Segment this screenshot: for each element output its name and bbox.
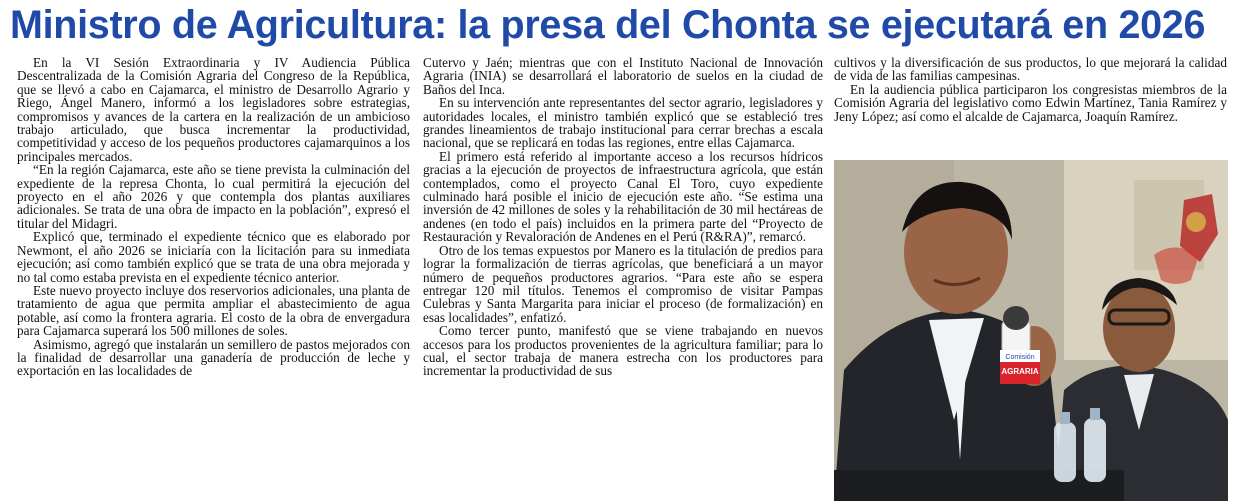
paragraph: cultivos y la diversificación de sus productos, lo que mejorará la calidad de vida de las familias campesinas. [834,56,1227,84]
paragraph: Asimismo, agregó que instalarán un semillero de pastos mejorados con la finalidad de desarrollar una ganadería de producción de leche y exportación en las localidades de [17,336,410,379]
column-1 [17,56,410,501]
column-2 [423,56,823,501]
paragraph: En la VI Sesión Extraordinaria y IV Audiencia Pública Descentralizada de la Comisión Agraria del Congreso de la República, que se llevó a cabo en Cajamarca, el ministro de Desarrollo Agrario y Riego, Ángel Manero, informó a los legisladores sobre estrategias, compromisos y avances de la cartera en la realización de un ambicioso trabajo articulado, que busca incrementar la productividad, competitividad y acceso de los pequeños productores cajamarquinos a los principales mercados. [17,56,410,164]
microphone-flag [1000,350,1040,384]
mic-label-top: Comisión [1005,354,1035,361]
paragraph: En su intervención ante representantes del sector agrario, legisladores y autoridades locales, el ministro también explicó que se estableció tres grandes lineamientos de trabajo institucional para cerrar brechas a escala nacional, que se replicará en todas las regiones, entre ellas Cajamarca. [423,95,823,151]
paragraph: Explicó que, terminado el expediente técnico que es elaborado por Newmont, el año 2026 se iniciaría con la licitación para su inmediata ejecución; así como también explicó que se trata de una obra mejorada y no tal como estaba prevista en el expediente técnico anterior. [17,229,410,285]
paragraph: “En la región Cajamarca, este año se tiene prevista la culminación del expediente de la represa Chonta, lo cual permitirá la ejecución del proyecto en el año 2026 y que contempla dos plantas auxiliares adicionales. Se trata de una obra de impacto en la población”, expresó el titular del Midagri. [17,162,410,231]
mic-label-bottom: AGRARIA [1001,367,1039,376]
column-3 [834,56,1227,156]
news-photo [834,160,1228,501]
paragraph: El primero está referido al importante acceso a los recursos hídricos gracias a la ejecución de proyectos de infraestructura agrícola, que están contemplados, como el proyecto Canal El Toro, cuyo expediente culminado hará posible el inicio de ejecución este año. “Se estima una inversión de 42 millones de soles y la rehabilitación de 30 mil hectáreas de andenes (en todo el país) incluidos en la primera parte del “Proyecto de Restauración y Revaloración de Andenes en el Perú (R&RA)”, remarcó. [423,148,823,245]
paragraph: Como tercer punto, manifestó que se viene trabajando en nuevos accesos para los productos provenientes de la agricultura familiar; para lo cual, el sector trabaja de manera estrecha con los productores para incrementar la productividad de sus [423,323,823,379]
paragraph: En la audiencia pública participaron los congresistas miembros de la Comisión Agraria del legislativo como Edwin Martínez, Tania Ramírez y Jeny López; así como el alcalde de Cajamarca, Joaquín Ramírez. [834,81,1227,124]
photo-illustration [834,160,1228,501]
headline: Ministro de Agricultura: la presa del Chonta se ejecutará en 2026 [10,3,1206,47]
paragraph: Cutervo y Jaén; mientras que con el Instituto Nacional de Innovación Agraria (INIA) se desarrollará el laboratorio de suelos en la ciudad de Baños del Inca. [423,56,823,97]
paragraph: Otro de los temas expuestos por Manero es la titulación de predios para lograr la formalización de tierras agrícolas, que beneficiará a un mayor número de pequeños productores agrarios. “Para este año se espera entregar 120 mil títulos. Tenemos el compromiso de visitar Pampas Culebras y Santa Margarita para iniciar el proceso (de formalización) en esas localidades”, enfatizó. [423,242,823,325]
paragraph: Este nuevo proyecto incluye dos reservorios adicionales, una planta de tratamiento de agua que permita ampliar el abastecimiento de agua potable, así como la frontera agraria. El costo de la obra de envergadura para Cajamarca superará los 500 millones de soles. [17,282,410,339]
